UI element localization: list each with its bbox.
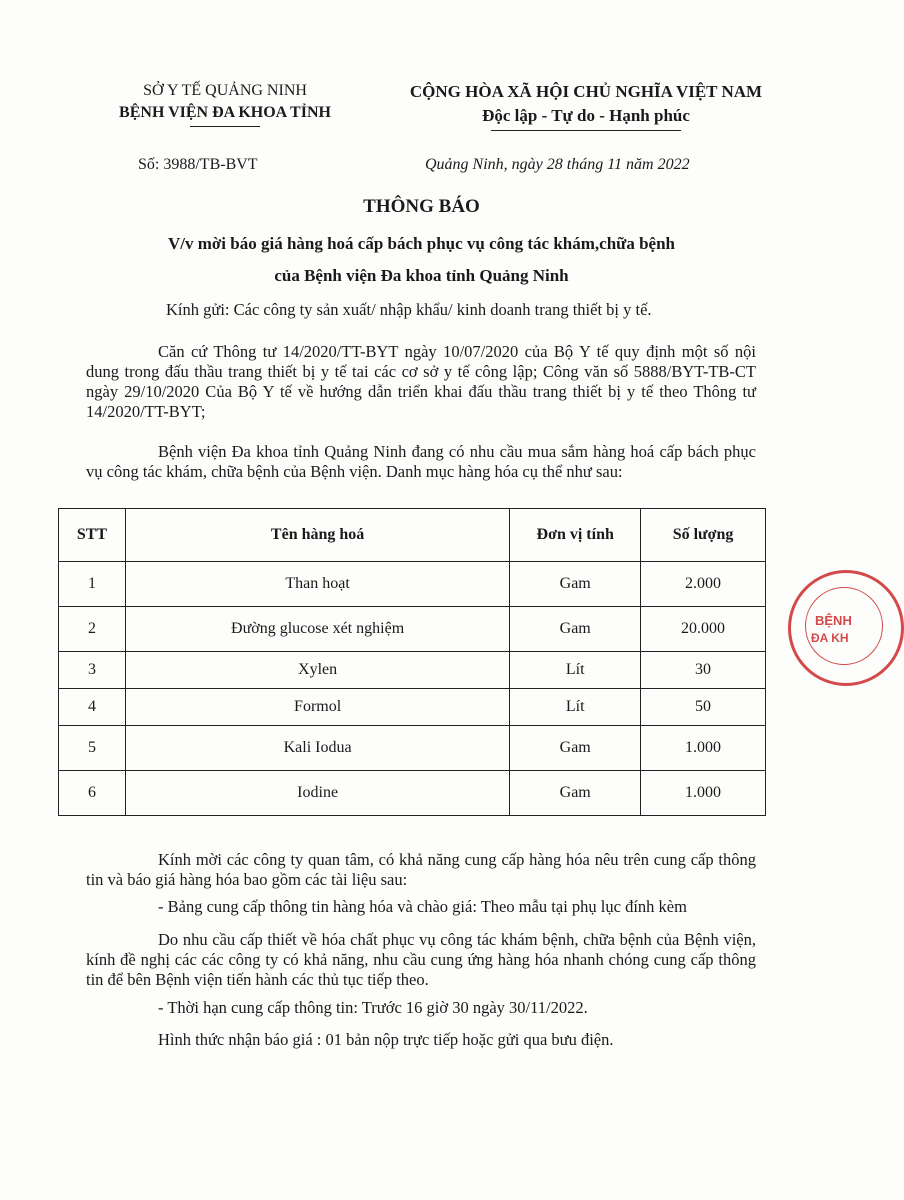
urgency-note: Do nhu cầu cấp thiết về hóa chất phục vụ công tác khám bệnh, chữa bệnh của Bệnh viện, kính đề nghị các các công ty có khả năng, nhu cầu cung ứng hàng hóa nhanh chóng cung cấp thông tin để bên Bệnh viện tiến hành các thủ tục tiếp theo.	[86, 930, 756, 989]
cell-stt: 6	[59, 771, 126, 816]
document-list-item: - Bảng cung cấp thông tin hàng hóa và chào giá: Theo mẫu tại phụ lục đính kèm	[158, 897, 687, 916]
deadline: - Thời hạn cung cấp thông tin: Trước 16 giờ 30 ngày 30/11/2022.	[158, 998, 588, 1017]
cell-unit: Lít	[510, 689, 641, 726]
cell-stt: 5	[59, 726, 126, 771]
place-date: Quảng Ninh, ngày 28 tháng 11 năm 2022	[425, 156, 690, 173]
cell-quantity: 50	[641, 689, 766, 726]
invitation: Kính mời các công ty quan tâm, có khả năng cung cấp hàng hóa nêu trên cung cấp thông tin và báo giá hàng hóa bao gồm các tài liệu sau:	[86, 850, 756, 889]
col-quantity: Số lượng	[641, 509, 766, 562]
cell-quantity: 30	[641, 652, 766, 689]
notice-title: THÔNG BÁO	[363, 196, 480, 217]
purchase-need: Bệnh viện Đa khoa tỉnh Quảng Ninh đang có nhu cầu mua sắm hàng hoá cấp bách phục vụ công tác khám, chữa bệnh của Bệnh viện. Danh mục hàng hóa cụ thể như sau:	[86, 442, 756, 481]
cell-quantity: 1.000	[641, 771, 766, 816]
slogan-underline	[491, 130, 681, 131]
col-stt: STT	[59, 509, 126, 562]
legal-basis: Căn cứ Thông tư 14/2020/TT-BYT ngày 10/07/2020 của Bộ Y tế quy định một số nội dung trong đấu thầu trang thiết bị y tế tai các cơ sở y tế công lập; Công văn số 5888/BYT-TB-CT ngày 29/10/2020 Của Bộ Y tế về hướng dẫn triển khai đấu thầu trang thiết bị y tế theo Thông tư 14/2020/TT-BYT;	[86, 342, 756, 421]
cell-stt: 3	[59, 652, 126, 689]
cell-unit: Gam	[510, 562, 641, 607]
red-seal-stamp	[788, 570, 904, 686]
cell-stt: 2	[59, 607, 126, 652]
cell-unit: Lít	[510, 652, 641, 689]
cell-unit: Gam	[510, 607, 641, 652]
subject-line-1: V/v mời báo giá hàng hoá cấp bách phục vụ công tác khám,chữa bệnh	[167, 234, 676, 253]
table-row	[59, 562, 766, 607]
cell-item-name: Formol	[125, 689, 509, 726]
recipient: Kính gửi: Các công ty sản xuất/ nhập khẩu/ kinh doanh trang thiết bị y tế.	[166, 300, 652, 319]
table-header-row	[59, 509, 766, 562]
table-row	[59, 652, 766, 689]
header-left	[70, 80, 380, 127]
cell-item-name: Xylen	[125, 652, 509, 689]
cell-quantity: 1.000	[641, 726, 766, 771]
cell-stt: 1	[59, 562, 126, 607]
col-item-name: Tên hàng hoá	[125, 509, 509, 562]
org-name: BỆNH VIỆN ĐA KHOA TỈNH	[119, 104, 331, 121]
cell-quantity: 20.000	[641, 607, 766, 652]
cell-quantity: 2.000	[641, 562, 766, 607]
national-motto: CỘNG HÒA XÃ HỘI CHỦ NGHĨA VIỆT NAM	[409, 82, 763, 101]
seal-text-1: BỆNH	[815, 613, 852, 628]
cell-item-name: Than hoạt	[125, 562, 509, 607]
org-underline	[190, 126, 260, 127]
goods-table	[58, 508, 766, 816]
table-row	[59, 726, 766, 771]
table-row	[59, 771, 766, 816]
doc-number: Số: 3988/TB-BVT	[138, 156, 258, 173]
cell-unit: Gam	[510, 726, 641, 771]
cell-item-name: Đường glucose xét nghiệm	[125, 607, 509, 652]
org-parent: SỞ Y TẾ QUẢNG NINH	[143, 82, 307, 99]
header-right	[362, 80, 810, 131]
notice-subject	[0, 228, 843, 292]
table-row	[59, 689, 766, 726]
national-slogan: Độc lập - Tự do - Hạnh phúc	[482, 106, 690, 125]
subject-line-2: của Bệnh viện Đa khoa tỉnh Quảng Ninh	[274, 266, 569, 285]
cell-item-name: Kali Iodua	[125, 726, 509, 771]
cell-item-name: Iodine	[125, 771, 509, 816]
col-unit: Đơn vị tính	[510, 509, 641, 562]
submission-method: Hình thức nhận báo giá : 01 bản nộp trực tiếp hoặc gửi qua bưu điện.	[158, 1030, 614, 1049]
seal-text-2: ĐA KH	[811, 631, 849, 645]
cell-stt: 4	[59, 689, 126, 726]
table-row	[59, 607, 766, 652]
cell-unit: Gam	[510, 771, 641, 816]
